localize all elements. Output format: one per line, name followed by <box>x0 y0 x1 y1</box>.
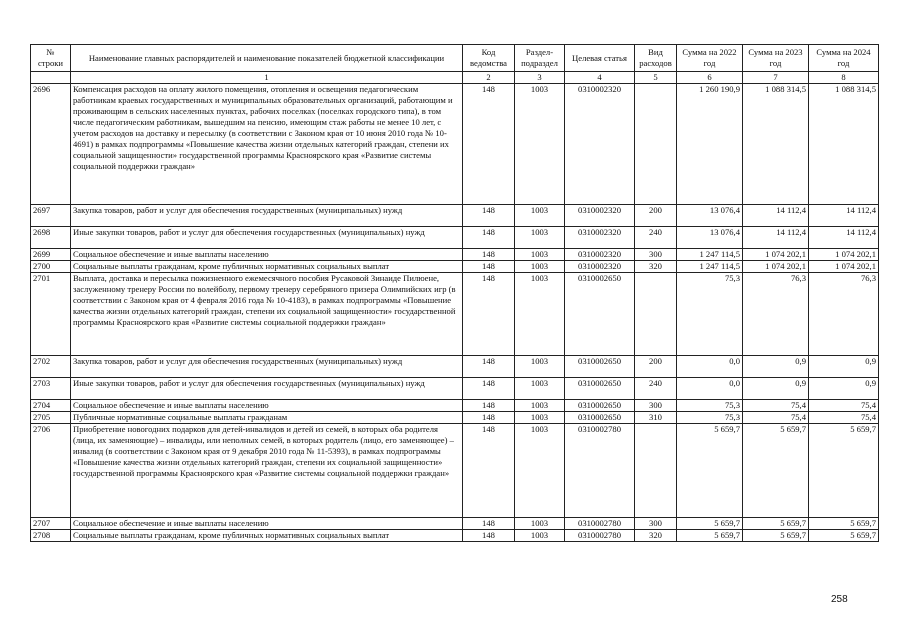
target-item: 0310002320 <box>565 205 635 227</box>
section-code: 1003 <box>515 227 565 249</box>
expense-type: 240 <box>635 227 677 249</box>
section-code: 1003 <box>515 400 565 412</box>
target-item: 0310002650 <box>565 356 635 378</box>
column-number: 5 <box>635 72 677 84</box>
department-code: 148 <box>463 249 515 261</box>
table-row <box>31 249 879 261</box>
table-row <box>31 84 879 205</box>
header-row <box>31 45 879 72</box>
table-row <box>31 273 879 356</box>
expense-type: 300 <box>635 518 677 530</box>
department-code: 148 <box>463 400 515 412</box>
row-name: Приобретение новогодних подарков для детей-инвалидов и детей из семей, в которых оба родителя (лица, их заменяющие) – инвалиды, или неполных семей, в которых родитель (лицо, его заменяющее) – инвалид (в соответствии с Законом края от 9 декабря 2010 года № 11-5393), в рамках подпрограммы «Повышение качества жизни отдельных категорий граждан, степени их социальной защищенности» государственной программы Красноярского края «Развитие системы социальной поддержки граждан» <box>71 424 463 518</box>
row-number: 2699 <box>31 249 71 261</box>
target-item: 0310002320 <box>565 84 635 205</box>
header-sum-2024: Сумма на 2024 год <box>809 45 879 72</box>
target-item: 0310002780 <box>565 424 635 518</box>
row-name: Закупка товаров, работ и услуг для обеспечения государственных (муниципальных) нужд <box>71 205 463 227</box>
row-name: Социальные выплаты гражданам, кроме публичных нормативных социальных выплат <box>71 530 463 542</box>
column-number: 2 <box>463 72 515 84</box>
sum-2022: 5 659,7 <box>677 424 743 518</box>
sum-2023: 1 074 202,1 <box>743 261 809 273</box>
section-code: 1003 <box>515 530 565 542</box>
row-name: Социальные выплаты гражданам, кроме публичных нормативных социальных выплат <box>71 261 463 273</box>
row-number: 2704 <box>31 400 71 412</box>
header-section: Раздел-подраздел <box>515 45 565 72</box>
header-sum-2023: Сумма на 2023 год <box>743 45 809 72</box>
expense-type: 200 <box>635 205 677 227</box>
header-name: Наименование главных распорядителей и наименование показателей бюджетной классификации <box>71 45 463 72</box>
sum-2023: 5 659,7 <box>743 518 809 530</box>
target-item: 0310002650 <box>565 400 635 412</box>
department-code: 148 <box>463 84 515 205</box>
sum-2024: 5 659,7 <box>809 530 879 542</box>
table-row <box>31 227 879 249</box>
sum-2022: 1 247 114,5 <box>677 249 743 261</box>
sum-2024: 14 112,4 <box>809 227 879 249</box>
expense-type: 300 <box>635 400 677 412</box>
sum-2022: 13 076,4 <box>677 227 743 249</box>
target-item: 0310002650 <box>565 378 635 400</box>
column-number-row <box>31 72 879 84</box>
expense-type: 310 <box>635 412 677 424</box>
sum-2023: 1 074 202,1 <box>743 249 809 261</box>
table-row <box>31 530 879 542</box>
sum-2022: 75,3 <box>677 400 743 412</box>
row-number: 2701 <box>31 273 71 356</box>
row-name: Иные закупки товаров, работ и услуг для обеспечения государственных (муниципальных) нужд <box>71 378 463 400</box>
sum-2024: 76,3 <box>809 273 879 356</box>
department-code: 148 <box>463 378 515 400</box>
section-code: 1003 <box>515 249 565 261</box>
table-row <box>31 356 879 378</box>
sum-2022: 5 659,7 <box>677 530 743 542</box>
section-code: 1003 <box>515 518 565 530</box>
section-code: 1003 <box>515 378 565 400</box>
table-row <box>31 205 879 227</box>
header-row-number: № строки <box>31 45 71 72</box>
sum-2024: 1 088 314,5 <box>809 84 879 205</box>
section-code: 1003 <box>515 84 565 205</box>
department-code: 148 <box>463 530 515 542</box>
department-code: 148 <box>463 227 515 249</box>
row-number: 2698 <box>31 227 71 249</box>
expense-type: 200 <box>635 356 677 378</box>
sum-2024: 0,9 <box>809 356 879 378</box>
table-body <box>31 84 879 542</box>
sum-2023: 76,3 <box>743 273 809 356</box>
section-code: 1003 <box>515 205 565 227</box>
header-target-item: Целевая статья <box>565 45 635 72</box>
row-number: 2707 <box>31 518 71 530</box>
page-number: 258 <box>831 594 848 605</box>
target-item: 0310002780 <box>565 530 635 542</box>
expense-type <box>635 84 677 205</box>
row-name: Публичные нормативные социальные выплаты гражданам <box>71 412 463 424</box>
table-row <box>31 261 879 273</box>
target-item: 0310002320 <box>565 261 635 273</box>
section-code: 1003 <box>515 261 565 273</box>
department-code: 148 <box>463 261 515 273</box>
row-number: 2702 <box>31 356 71 378</box>
header-department-code: Код ведомства <box>463 45 515 72</box>
sum-2024: 1 074 202,1 <box>809 261 879 273</box>
target-item: 0310002320 <box>565 249 635 261</box>
header-sum-2022: Сумма на 2022 год <box>677 45 743 72</box>
target-item: 0310002320 <box>565 227 635 249</box>
sum-2022: 5 659,7 <box>677 518 743 530</box>
column-number: 4 <box>565 72 635 84</box>
sum-2023: 5 659,7 <box>743 424 809 518</box>
table-row <box>31 518 879 530</box>
sum-2024: 5 659,7 <box>809 518 879 530</box>
section-code: 1003 <box>515 356 565 378</box>
row-name: Иные закупки товаров, работ и услуг для обеспечения государственных (муниципальных) нужд <box>71 227 463 249</box>
expense-type <box>635 424 677 518</box>
sum-2022: 13 076,4 <box>677 205 743 227</box>
column-number-spacer <box>31 72 71 84</box>
row-name: Закупка товаров, работ и услуг для обеспечения государственных (муниципальных) нужд <box>71 356 463 378</box>
sum-2023: 75,4 <box>743 400 809 412</box>
department-code: 148 <box>463 412 515 424</box>
department-code: 148 <box>463 424 515 518</box>
row-number: 2696 <box>31 84 71 205</box>
expense-type: 320 <box>635 530 677 542</box>
sum-2024: 75,4 <box>809 400 879 412</box>
sum-2024: 14 112,4 <box>809 205 879 227</box>
sum-2024: 1 074 202,1 <box>809 249 879 261</box>
table-row <box>31 412 879 424</box>
sum-2024: 5 659,7 <box>809 424 879 518</box>
row-number: 2706 <box>31 424 71 518</box>
sum-2022: 1 247 114,5 <box>677 261 743 273</box>
column-number: 6 <box>677 72 743 84</box>
section-code: 1003 <box>515 424 565 518</box>
sum-2023: 14 112,4 <box>743 227 809 249</box>
row-name: Социальное обеспечение и иные выплаты населению <box>71 518 463 530</box>
table-row <box>31 424 879 518</box>
sum-2024: 75,4 <box>809 412 879 424</box>
section-code: 1003 <box>515 273 565 356</box>
row-number: 2700 <box>31 261 71 273</box>
sum-2023: 0,9 <box>743 378 809 400</box>
expense-type <box>635 273 677 356</box>
sum-2022: 0,0 <box>677 378 743 400</box>
expense-type: 320 <box>635 261 677 273</box>
sum-2023: 1 088 314,5 <box>743 84 809 205</box>
department-code: 148 <box>463 356 515 378</box>
sum-2022: 0,0 <box>677 356 743 378</box>
section-code: 1003 <box>515 412 565 424</box>
table-row <box>31 400 879 412</box>
row-name: Социальное обеспечение и иные выплаты населению <box>71 400 463 412</box>
row-name: Социальное обеспечение и иные выплаты населению <box>71 249 463 261</box>
sum-2023: 14 112,4 <box>743 205 809 227</box>
target-item: 0310002780 <box>565 518 635 530</box>
row-number: 2705 <box>31 412 71 424</box>
department-code: 148 <box>463 518 515 530</box>
row-number: 2703 <box>31 378 71 400</box>
sum-2023: 5 659,7 <box>743 530 809 542</box>
target-item: 0310002650 <box>565 412 635 424</box>
column-number: 1 <box>71 72 463 84</box>
row-name: Выплата, доставка и пересылка пожизненного ежемесячного пособия Русаковой Зинаиде Пилюене, заслуженному тренеру России по волейболу, первому тренеру серебряного призера Олимпийских игр (в соответствии с Законом края от 4 февраля 2016 года № 10-4183), в рамках подпрограммы «Повышение качества жизни отдельных категорий граждан, степени их социальной защищенности» государственной программы Красноярского края «Развитие системы социальной поддержки граждан» <box>71 273 463 356</box>
expense-type: 240 <box>635 378 677 400</box>
row-number: 2697 <box>31 205 71 227</box>
department-code: 148 <box>463 273 515 356</box>
target-item: 0310002650 <box>565 273 635 356</box>
budget-table <box>30 44 879 542</box>
column-number: 8 <box>809 72 879 84</box>
sum-2023: 0,9 <box>743 356 809 378</box>
table-row <box>31 378 879 400</box>
header-expense-type: Вид расходов <box>635 45 677 72</box>
sum-2024: 0,9 <box>809 378 879 400</box>
department-code: 148 <box>463 205 515 227</box>
row-number: 2708 <box>31 530 71 542</box>
expense-type: 300 <box>635 249 677 261</box>
column-number: 3 <box>515 72 565 84</box>
sum-2022: 75,3 <box>677 273 743 356</box>
column-number: 7 <box>743 72 809 84</box>
sum-2023: 75,4 <box>743 412 809 424</box>
sum-2022: 1 260 190,9 <box>677 84 743 205</box>
sum-2022: 75,3 <box>677 412 743 424</box>
row-name: Компенсация расходов на оплату жилого помещения, отопления и освещения педагогическим работникам краевых государственных и муниципальных образовательных организаций, работающим и проживающим в сельских населенных пунктах, рабочих поселках (поселках городского типа), в том числе педагогическим работникам, вышедшим на пенсию, имеющим стаж работы не менее 10 лет, с учетом расходов на доставку и пересылку (в соответствии с Законом края от 10 июня 2010 года № 10-4691) в рамках подпрограммы «Повышение качества жизни отдельных категорий граждан, степени их социальной защищенности» государственной программы Красноярского края «Развитие системы социальной поддержки граждан» <box>71 84 463 205</box>
